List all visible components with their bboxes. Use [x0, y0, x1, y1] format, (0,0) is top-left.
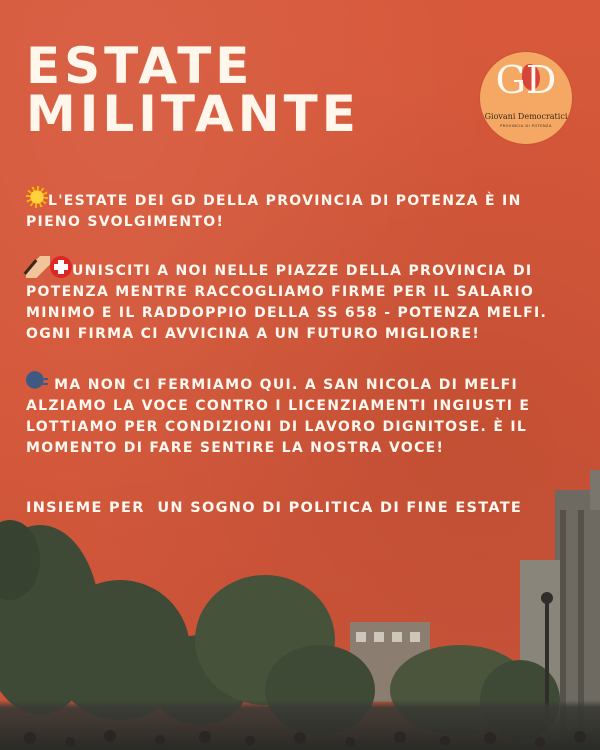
closing-line: INSIEME PER UN SOGNO DI POLITICA DI FINE ESTATE	[26, 500, 523, 516]
gd-logo	[480, 52, 572, 144]
speaking-head-icon	[26, 370, 48, 392]
logo-name: Giovani Democratici	[484, 112, 568, 121]
title-line-2: MILITANTE	[26, 85, 360, 143]
writing-hand-icon	[26, 256, 50, 278]
building-center	[350, 622, 430, 702]
sun-icon	[26, 186, 48, 208]
page-title	[26, 37, 360, 143]
paragraph-3-text: MA NON CI FERMIAMO QUI. A SAN NICOLA DI MELFI ALZIAMO LA VOCE CONTRO I LICENZIAMENTI INGIUSTI E LOTTIAMO PER CONDIZIONI DI LAVORO DIGNITOSE. È IL MOMENTO DI FARE SENTIRE LA NOSTRA VOCE!	[26, 377, 531, 456]
street-lamp	[541, 592, 553, 720]
paragraph-1-text: L'ESTATE DEI GD DELLA PROVINCIA DI POTENZA È IN PIENO SVOLGIMENTO!	[26, 193, 522, 230]
trees	[0, 520, 560, 740]
paragraph-2	[26, 256, 578, 345]
logo-subtitle: PROVINCIA DI POTENZA	[500, 124, 552, 128]
swiss-flag-icon	[50, 256, 72, 278]
paragraph-3	[26, 370, 578, 459]
building-right	[520, 470, 600, 750]
crowd-heads	[24, 730, 586, 747]
crowd	[0, 700, 600, 750]
paragraph-1	[26, 186, 578, 233]
logo-mark: GD	[495, 58, 557, 102]
paragraph-2-text: UNISCITI A NOI NELLE PIAZZE DELLA PROVINCIA DI POTENZA MENTRE RACCOGLIAMO FIRME PER IL SALARIO MINIMO E IL RADDOPPIO DELLA SS 658 - POTENZA MELFI. OGNI FIRMA CI AVVICINA A UN FUTURO MIGLIORE!	[26, 263, 548, 342]
title-line-1: ESTATE	[26, 37, 254, 95]
